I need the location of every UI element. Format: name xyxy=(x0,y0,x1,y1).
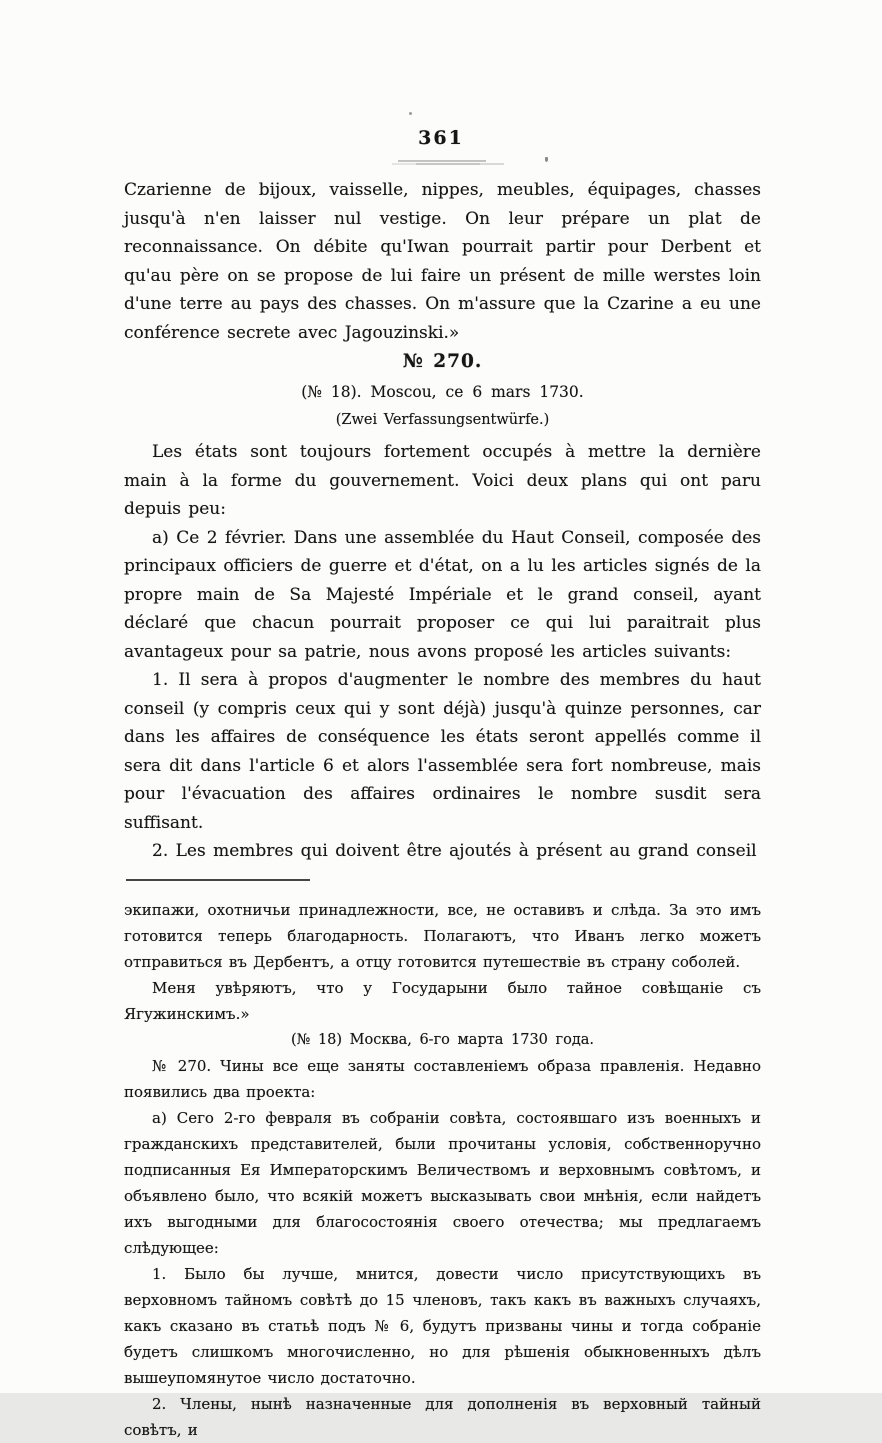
footnote-paragraph-article-1: 1. Было бы лучше, мнится, довести число присутствующихъ въ верховномъ тайномъ совѣтѣ до 15 членовъ, такъ какъ въ важныхъ случаяхъ, какъ сказано въ статьѣ подъ № 6, будутъ призваны чины и тогда собраніе будетъ слишкомъ многочисленно, но для рѣшенія обыкновенныхъ дѣлъ вышеупомянутое число достаточно. xyxy=(124,1264,761,1387)
text-block xyxy=(124,176,761,1443)
french-paragraph-a: a) Ce 2 février. Dans une assemblée du Haut Conseil, composée des principaux officiers de guerre et d'état, on a lu les articles signés de la propre main de Sa Majesté Impériale et le grand conseil, ayant déclaré que chacun pourrait proposer ce qui lui paraitrait plus avantageux pour sa patrie, nous avons proposé les articles suivants: xyxy=(124,527,761,662)
footnote-paragraph-270: № 270. Чины все еще заняты составленіемъ образа правленія. Недавно появились два проекта: xyxy=(124,1056,761,1101)
page-number: 361 xyxy=(418,127,464,149)
french-paragraph-article-1: 1. Il sera à propos d'augmenter le nombre des membres du haut conseil (y compris ceux qui y sont déjà) jusqu'à quinze personnes, car dans les affaires de conséquence les états seront appellés comme il sera dit dans l'article 6 et alors l'assemblée sera fort nombreuse, mais pour l'évacuation des affaires ordinaires le nombre susdit sera suffisant. xyxy=(124,670,761,833)
russian-footnote-section xyxy=(124,897,761,1443)
scan-artifact-mark xyxy=(545,157,548,162)
footnote-dateline: (№ 18) Москва, 6-го марта 1730 года. xyxy=(290,1031,595,1048)
french-paragraph-intro: Les états sont toujours fortement occupés à mettre la dernière main à la forme du gouvernement. Voici deux plans qui ont paru depuis peu: xyxy=(124,442,761,519)
document-subtitle: (Zwei Verfassungsentwürfe.) xyxy=(335,412,550,428)
footnote-paragraph-article-2: 2. Члены, нынѣ назначенные для дополненія въ верховный тайный совѣтъ, и xyxy=(124,1394,761,1439)
footnote-paragraph-continuation: экипажи, охотничьи принадлежности, все, не оставивъ и слѣда. За это имъ готовится теперь благодарность. Полагаютъ, что Иванъ легко можетъ отправиться въ Дербентъ, а отцу готовится путешествіе въ страну соболей. xyxy=(124,900,761,971)
scan-artifact-smudge xyxy=(398,160,486,162)
document-number-heading: № 270. xyxy=(402,351,483,372)
footnote-paragraph-quote: Меня увѣряютъ, что у Государыни было тайное совѣщаніе съ Ягужинскимъ.» xyxy=(124,978,761,1023)
french-letter-section xyxy=(124,176,761,866)
french-paragraph-continuation: Czarienne de bijoux, vaisselle, nippes, meubles, équipages, chasses jusqu'à n'en laisser nul vestige. On leur prépare un plat de reconnaissance. On débite qu'Iwan pourrait partir pour Derbent et qu'au père on se propose de lui faire un présent de mille werstes loin d'une terre au pays des chasses. On m'assure que la Czarine a eu une conférence secrete avec Jagouzinski.» xyxy=(124,180,761,343)
french-paragraph-article-2: 2. Les membres qui doivent être ajoutés à présent au grand conseil xyxy=(152,841,757,861)
scan-artifact-dot xyxy=(409,112,412,115)
document-dateline: (№ 18). Moscou, ce 6 mars 1730. xyxy=(301,383,584,401)
footnote-paragraph-a: а) Сего 2-го февраля въ собраніи совѣта, состоявшаго изъ военныхъ и гражданскихъ представителей, были прочитаны условія, собственноручно подписанныя Ея Императорскимъ Величествомъ и верховнымъ совѣтомъ, и объявлено было, что всякій можетъ высказывать свои мнѣнія, если найдетъ ихъ выгодными для благосостоянія своего отечества; мы предлагаемъ слѣдующее: xyxy=(124,1108,761,1257)
footnote-separator xyxy=(126,879,310,881)
